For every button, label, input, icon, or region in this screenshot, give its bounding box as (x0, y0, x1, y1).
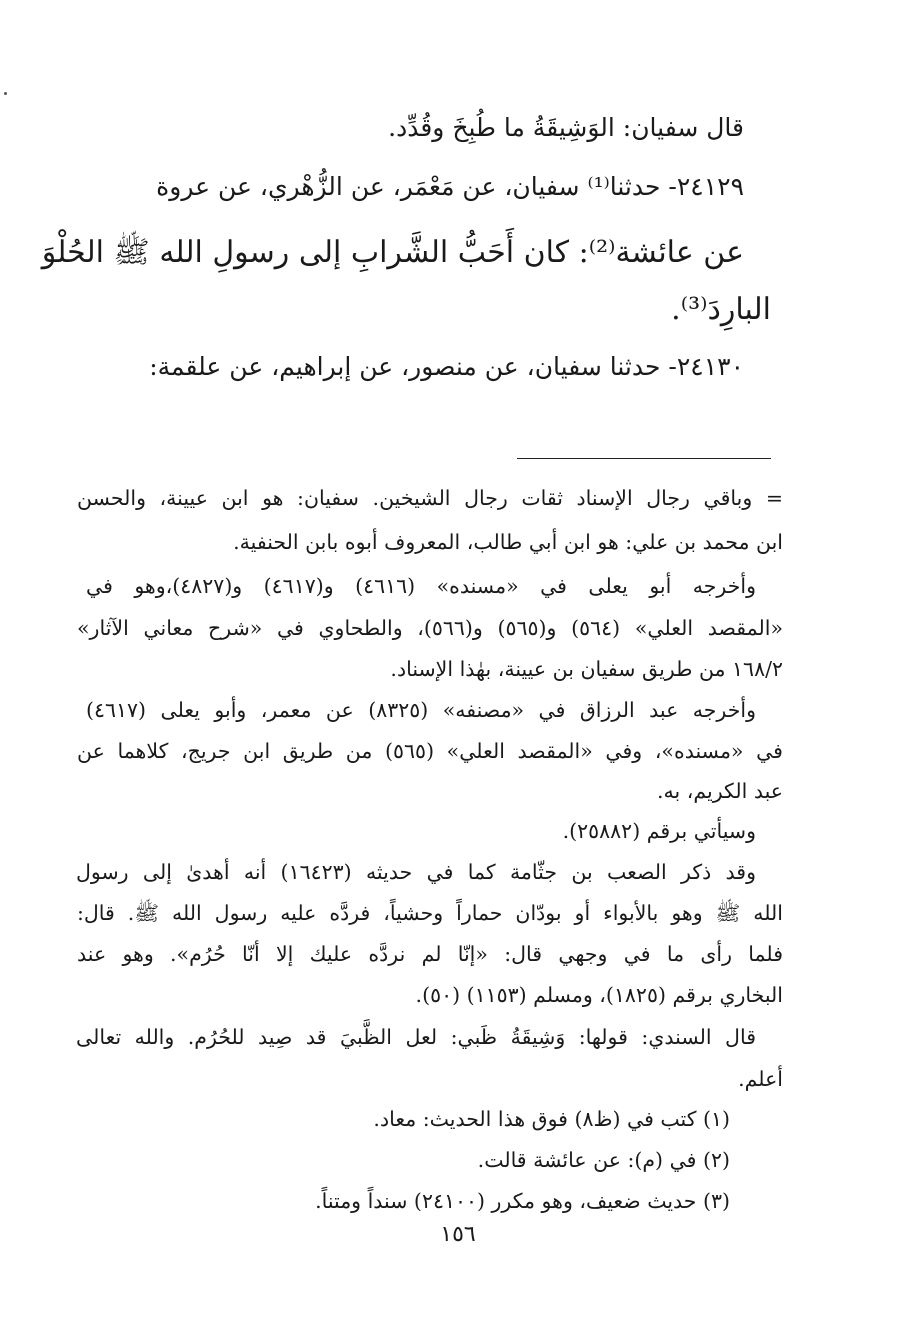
note-line-10: وقد ذكر الصعب بن جثّامة كما في حديثه (١٦٤٢٣) أنه أهدىٰ إلى رسول (76, 860, 756, 884)
note-line-15: أعلم. (738, 1067, 783, 1091)
footnote-3: (٣) حديث ضعيف، وهو مكرر (٢٤١٠٠) سنداً ومتناً. (315, 1189, 730, 1213)
main-line-2: ٢٤١٢٩- حدثنا⁽¹⁾ سفيان، عن مَعْمَر، عن الزُّهْري، عن عروة (156, 172, 744, 201)
note-line-6: وأخرجه عبد الرزاق في «مصنفه» (٨٣٢٥) عن معمر، وأبو يعلى (٤٦١٧) (86, 698, 756, 722)
note-line-1: = وباقي رجال الإسناد ثقات رجال الشيخين. سفيان: هو ابن عيينة، والحسن (77, 486, 783, 510)
note-line-14: قال السندي: قولها: وَشِيقَةُ ظَبي: لعل الظَّبيَ قد صِيد للحُرُم. والله تعالى (76, 1025, 756, 1049)
note-line-11: الله ﷺ وهو بالأبواء أو بودّان حماراً وحشياً، فردَّه عليه رسول الله ﷺ. قال: (77, 901, 783, 925)
main-line-1: قال سفيان: الوَشِيقَةُ ما طُبِخَ وقُدِّد. (388, 113, 744, 142)
note-line-9: وسيأتي برقم (٢٥٨٨٢). (562, 819, 756, 843)
note-line-13: البخاري برقم (١٨٢٥)، ومسلم (١١٥٣) (٥٠). (415, 983, 783, 1007)
note-line-2: ابن محمد بن علي: هو ابن أبي طالب، المعروف أبوه بابن الحنفية. (233, 530, 783, 554)
scan-speck (4, 92, 7, 95)
note-line-5: ١٦٨/٢ من طريق سفيان بن عيينة، بهٰذا الإسناد. (390, 657, 783, 681)
note-line-8: عبد الكريم، به. (657, 779, 783, 803)
note-line-7: في «مسنده»، وفي «المقصد العلي» (٥٦٥) من طريق ابن جريج، كلاهما عن (77, 739, 783, 763)
note-line-12: فلما رأى ما في وجهي قال: «إنّا لم نردَّه عليك إلا أنّا حُرُم». وهو عند (77, 942, 783, 966)
note-line-4: «المقصد العلي» (٥٦٤) و(٥٦٥) و(٥٦٦)، والطحاوي في «شرح معاني الآثار» (77, 616, 783, 640)
main-line-5: ٢٤١٣٠- حدثنا سفيان، عن منصور، عن إبراهيم، عن علقمة: (149, 352, 744, 381)
main-line-3: عن عائشة⁽²⁾: كان أَحَبُّ الشَّرابِ إلى رسولِ الله ﷺ الحُلْوَ (41, 235, 744, 270)
page-number: ١٥٦ (440, 1222, 476, 1247)
main-line-4: البارِدَ⁽³⁾. (671, 292, 771, 327)
footnote-2: (٢) في (م): عن عائشة قالت. (477, 1148, 730, 1172)
footnote-separator (517, 458, 771, 459)
note-line-3: وأخرجه أبو يعلى في «مسنده» (٤٦١٦) و(٤٦١٧) و(٤٨٢٧)،وهو في (86, 574, 757, 598)
footnote-1: (١) كتب في (ظ٨) فوق هذا الحديث: معاد. (373, 1107, 730, 1131)
